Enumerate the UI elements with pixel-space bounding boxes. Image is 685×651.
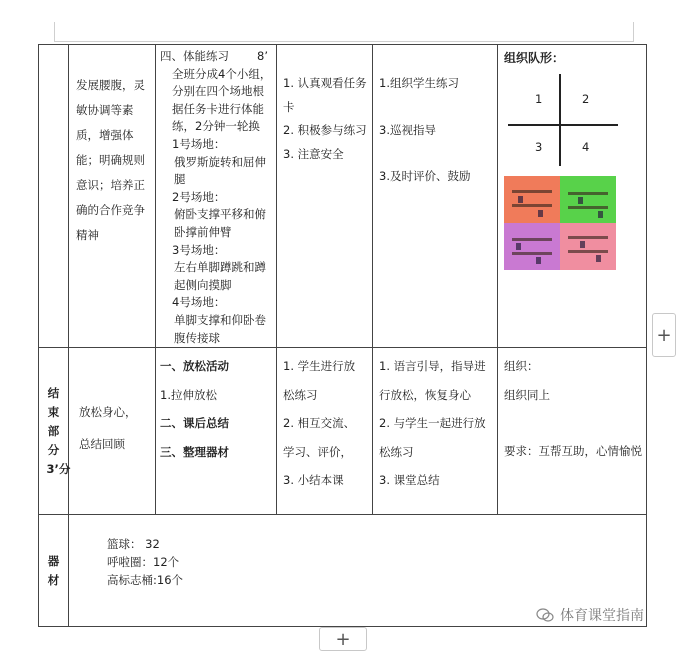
student-item: 3. 小结本课	[283, 473, 344, 488]
section-cell-empty	[39, 45, 69, 348]
grid-number: 1	[535, 92, 543, 106]
section-cell-equipment	[39, 515, 69, 627]
teacher-item: 3. 课堂总结	[379, 473, 440, 488]
watermark	[536, 605, 644, 625]
student-item: 1. 学生进行放松练习	[283, 359, 356, 402]
equipment-item: 呼啦圈：12个	[107, 555, 180, 570]
field-4-name: 4号场地：	[172, 295, 226, 310]
teacher-item: 3.巡视指导	[379, 122, 436, 137]
task-card-photo	[504, 176, 560, 223]
ending-content-cell	[156, 348, 277, 515]
content-time: 8’	[257, 49, 268, 63]
grid-number: 4	[582, 140, 590, 154]
student-item: 2. 相互交流、学习、评价，	[283, 416, 356, 459]
relax-heading: 一、放松活动	[160, 359, 229, 374]
organization-cell	[498, 45, 647, 348]
student-item: 1. 认真观看任务卡	[283, 76, 367, 114]
equipment-label: 器材	[47, 553, 60, 587]
plus-icon: +	[656, 324, 672, 346]
ending-organization-cell	[498, 348, 647, 515]
field-1-desc: 俄罗斯旋转和屈伸腿	[174, 154, 266, 187]
field-3-desc: 左右单脚蹲跳和蹲起侧向摸脚	[174, 260, 266, 292]
ending-section-label: 结束部分3’分	[46, 385, 71, 476]
task-card-photo	[504, 223, 560, 270]
task-card-photo	[560, 176, 616, 223]
teacher-activity-cell	[373, 45, 498, 348]
ending-goal-line: 放松身心，	[79, 405, 137, 420]
add-row-button[interactable]	[319, 627, 367, 651]
content-title: 四、体能练习	[160, 49, 229, 63]
teacher-item: 2. 与学生一起进行放松练习	[379, 416, 486, 459]
add-column-button[interactable]	[652, 313, 676, 357]
field-3-name: 3号场地：	[172, 242, 226, 257]
field-1-name: 1号场地：	[172, 136, 226, 151]
teacher-item: 1. 语言引导，指导进行放松，恢复身心	[379, 359, 486, 402]
org-label: 组织：	[504, 359, 539, 374]
summary-heading: 二、课后总结	[160, 416, 229, 431]
ending-teacher-cell	[373, 348, 498, 515]
task-card-photos	[504, 176, 616, 270]
grid-number: 2	[582, 92, 590, 106]
watermark-text: 体育课堂指南	[560, 608, 644, 624]
field-2-name: 2号场地：	[172, 189, 226, 204]
student-activity-cell	[277, 45, 373, 348]
equipment-heading: 三、整理器材	[160, 444, 229, 459]
teacher-item: 3.及时评价、鼓励	[379, 169, 471, 183]
plus-icon: +	[335, 628, 351, 650]
equipment-item: 高标志桶:16个	[107, 573, 184, 588]
ending-goal-line: 总结回顾	[79, 437, 125, 452]
page-corner-left	[54, 22, 55, 42]
goal-cell: 发展腰腹，灵敏协调等素质，增强体能；明确规则意识；培养正确的合作竞争精神	[69, 45, 156, 348]
wechat-icon	[536, 608, 554, 622]
org-same: 组织同上	[504, 387, 550, 402]
skills-row	[39, 45, 647, 348]
content-cell	[156, 45, 277, 348]
formation-vertical-line	[559, 74, 561, 166]
grid-number: 3	[535, 140, 543, 154]
formation-diagram	[508, 74, 620, 166]
ending-goal-cell	[69, 348, 156, 515]
relax-item: 1.拉伸放松	[160, 387, 217, 402]
ending-student-cell	[277, 348, 373, 515]
equipment-item: 篮球： 32	[107, 537, 160, 552]
task-card-photo	[560, 223, 616, 270]
field-4-desc: 单脚支撑和仰卧卷腹传接球	[174, 312, 266, 345]
student-item: 3. 注意安全	[283, 146, 344, 161]
student-item: 2. 积极参与练习	[283, 123, 367, 137]
org-title: 组织队形：	[504, 51, 565, 65]
ending-row	[39, 348, 647, 515]
page-top-border	[54, 41, 634, 42]
field-2-desc: 俯卧支撑平移和俯卧撑前伸臂	[174, 207, 266, 239]
formation-horizontal-line	[508, 124, 618, 126]
org-requirement: 要求：互帮互助，心情愉悦	[504, 444, 642, 459]
lesson-plan-table	[38, 44, 647, 627]
content-intro: 全班分成4个小组，分别在四个场地根据任务卡进行体能练，2分钟一轮换	[172, 66, 272, 134]
section-cell-ending	[39, 348, 69, 515]
teacher-item: 1.组织学生练习	[379, 76, 459, 90]
page-corner-right	[633, 22, 634, 42]
